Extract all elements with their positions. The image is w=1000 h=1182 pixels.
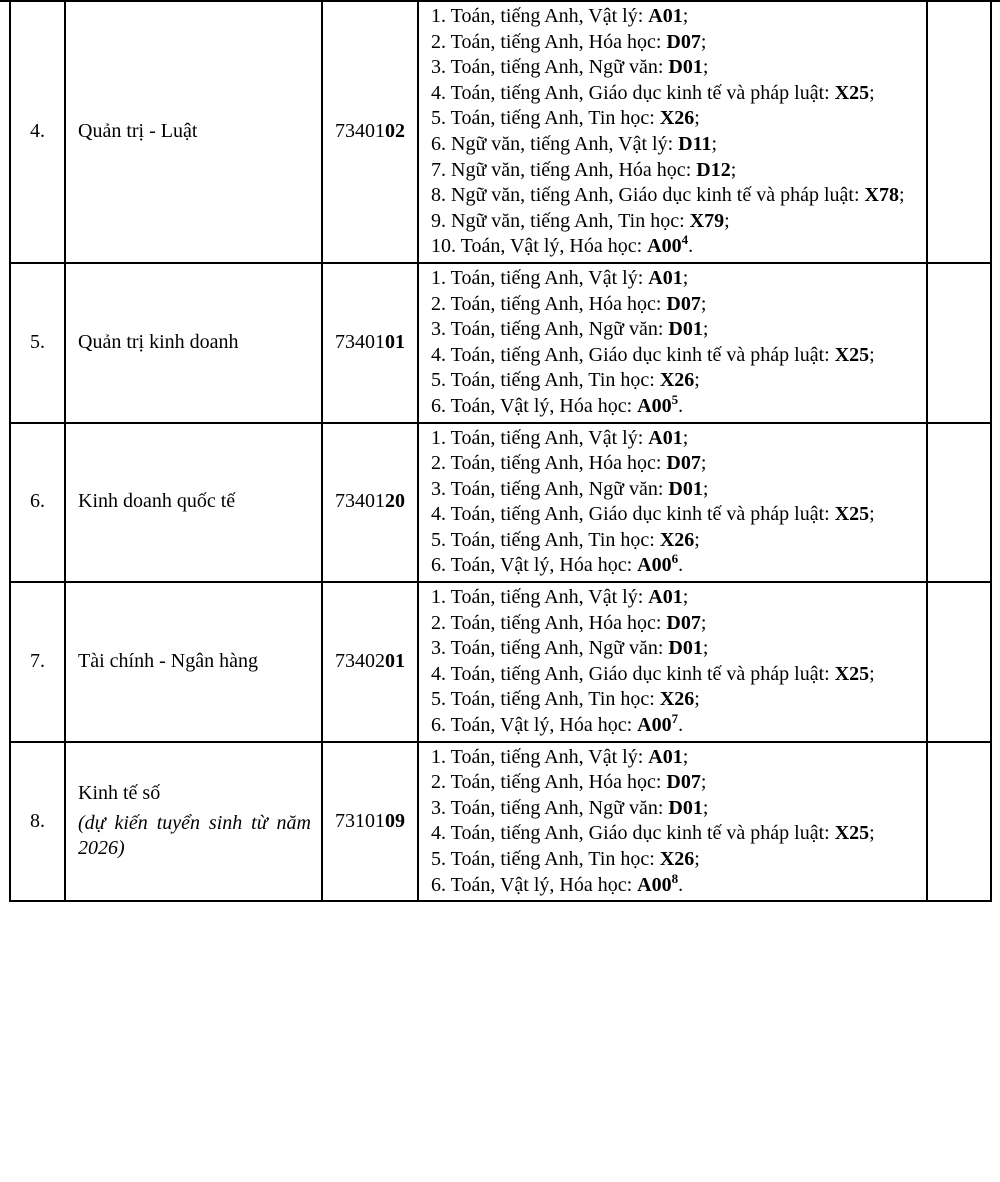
combination-item — [425, 55, 918, 81]
combination-subjects: Toán, tiếng Anh, Tin học: — [450, 369, 655, 392]
combination-code: X25 — [834, 343, 870, 366]
major-name: Tài chính - Ngân hàng — [78, 650, 258, 673]
combination-item — [425, 636, 918, 662]
combination-item — [425, 81, 918, 107]
combination-item — [425, 821, 918, 847]
combination-item — [425, 451, 918, 477]
combination-punctuation: . — [678, 873, 684, 896]
combination-subjects: Toán, Vật lý, Hóa học: — [450, 873, 633, 896]
combination-item — [425, 4, 918, 30]
combination-code: X25 — [834, 662, 870, 685]
combination-item — [425, 183, 918, 209]
combination-code: A01 — [648, 586, 683, 609]
combination-code: X25 — [834, 822, 870, 845]
combination-punctuation: ; — [711, 132, 718, 155]
combination-punctuation: ; — [700, 30, 707, 53]
footnote-marker: 7 — [671, 711, 679, 727]
combination-index: 5. — [431, 848, 446, 870]
subject-combinations — [418, 1, 927, 263]
major-code-prefix: 73401 — [335, 330, 385, 353]
table-row — [10, 1, 991, 263]
combination-subjects: Toán, tiếng Anh, Vật lý: — [450, 5, 644, 27]
combination-index: 4. — [431, 81, 446, 104]
combination-code: X79 — [689, 209, 725, 232]
combination-punctuation: . — [688, 235, 694, 258]
combination-subjects: Toán, tiếng Anh, Tin học: — [450, 528, 655, 551]
combination-code: A00 — [637, 714, 672, 737]
row-number: 8. — [10, 742, 65, 902]
combination-item — [425, 266, 918, 292]
combination-punctuation: ; — [702, 637, 709, 660]
combination-code: D12 — [696, 158, 731, 181]
major-code — [322, 263, 418, 423]
combination-code: A01 — [648, 426, 683, 449]
combination-subjects: Toán, tiếng Anh, Hóa học: — [450, 452, 662, 475]
combination-index: 5. — [431, 369, 446, 392]
combination-item — [425, 585, 918, 611]
subject-combinations — [418, 423, 927, 583]
combination-subjects: Toán, tiếng Anh, Vật lý: — [450, 426, 644, 449]
combination-punctuation: ; — [682, 745, 689, 768]
combination-punctuation: ; — [869, 662, 875, 685]
combination-code: D07 — [666, 30, 701, 53]
combination-subjects: Toán, Vật lý, Hóa học: — [450, 714, 633, 737]
combination-punctuation: ; — [869, 503, 875, 526]
combination-index: 3. — [431, 637, 446, 660]
subject-combinations — [418, 582, 927, 742]
row-number: 6. — [10, 423, 65, 583]
combination-subjects: Toán, tiếng Anh, Ngữ văn: — [450, 637, 664, 660]
table-row — [10, 582, 991, 742]
combination-item — [425, 391, 918, 420]
major-code — [322, 742, 418, 902]
footnote-marker: 8 — [671, 870, 679, 886]
combination-code: D01 — [668, 637, 703, 660]
combination-item — [425, 770, 918, 796]
notes-cell — [927, 742, 991, 902]
combination-index: 3. — [431, 56, 446, 79]
table-row — [10, 423, 991, 583]
combination-code: X26 — [659, 528, 695, 551]
combination-code: D07 — [666, 452, 701, 475]
combination-item — [425, 553, 918, 579]
combination-punctuation: . — [678, 554, 684, 577]
combination-index: 10. — [431, 235, 456, 258]
combination-subjects: Toán, tiếng Anh, Hóa học: — [450, 611, 662, 634]
combination-item — [425, 234, 918, 260]
combination-punctuation: ; — [682, 426, 689, 449]
combination-item — [425, 662, 918, 688]
row-number: 7. — [10, 582, 65, 742]
combination-item — [425, 158, 918, 184]
combination-subjects: Toán, tiếng Anh, Giáo dục kinh tế và pháp luật: — [450, 81, 830, 104]
combination-punctuation: . — [678, 714, 684, 737]
combination-punctuation: ; — [682, 266, 689, 289]
combination-punctuation: ; — [702, 477, 709, 500]
combination-code: X26 — [659, 369, 695, 392]
notes-cell — [927, 263, 991, 423]
major-name: Kinh tế số — [78, 782, 161, 805]
combination-punctuation: ; — [899, 184, 905, 207]
combination-code: A00 — [637, 554, 672, 577]
combination-subjects: Toán, tiếng Anh, Giáo dục kinh tế và pháp luật: — [450, 343, 830, 366]
combination-subjects: Toán, tiếng Anh, Hóa học: — [450, 292, 662, 315]
combination-item — [425, 106, 918, 132]
combination-index: 2. — [431, 30, 446, 53]
combination-code: D07 — [666, 611, 701, 634]
combination-code: X26 — [659, 848, 695, 870]
major-name-cell — [65, 582, 322, 742]
major-name-cell — [65, 742, 322, 902]
combination-subjects: Toán, tiếng Anh, Hóa học: — [450, 30, 662, 53]
combination-code: X25 — [834, 503, 870, 526]
combination-subjects: Toán, tiếng Anh, Ngữ văn: — [450, 56, 664, 79]
combination-subjects: Toán, tiếng Anh, Giáo dục kinh tế và pháp luật: — [450, 662, 830, 685]
combination-index: 2. — [431, 452, 446, 475]
major-code-prefix: 73101 — [335, 809, 385, 832]
combination-item — [425, 713, 918, 739]
combination-item — [425, 292, 918, 318]
combination-code: D07 — [666, 771, 701, 794]
combination-code: D11 — [678, 132, 712, 155]
combination-item — [425, 687, 918, 713]
combination-subjects: Toán, tiếng Anh, Vật lý: — [450, 266, 644, 289]
combination-code: A00 — [637, 394, 672, 417]
combination-index: 1. — [431, 266, 446, 289]
combination-index: 1. — [431, 5, 446, 27]
combination-punctuation: ; — [694, 369, 700, 392]
combination-punctuation: ; — [700, 771, 707, 794]
combination-punctuation: ; — [869, 81, 875, 104]
combination-punctuation: ; — [702, 56, 709, 79]
major-name: Kinh doanh quốc tế — [78, 490, 236, 513]
combination-index: 6. — [431, 132, 446, 155]
combination-index: 6. — [431, 873, 446, 896]
row-number: 5. — [10, 263, 65, 423]
combination-code: A00 — [647, 235, 682, 258]
combination-index: 2. — [431, 611, 446, 634]
combination-code: X25 — [834, 81, 870, 104]
combination-index: 5. — [431, 107, 446, 130]
combination-punctuation: ; — [869, 343, 875, 366]
combination-index: 6. — [431, 554, 446, 577]
major-name-cell — [65, 1, 322, 263]
combination-item — [425, 502, 918, 528]
combination-code: A01 — [648, 5, 683, 27]
combination-index: 1. — [431, 745, 446, 768]
combination-code: D07 — [666, 292, 701, 315]
subject-combinations — [418, 742, 927, 902]
combination-index: 4. — [431, 503, 446, 526]
footnote-marker: 5 — [671, 391, 679, 407]
combination-index: 3. — [431, 318, 446, 341]
combination-subjects: Toán, Vật lý, Hóa học: — [460, 235, 643, 258]
combination-code: X26 — [659, 107, 695, 130]
combination-subjects: Toán, tiếng Anh, Ngữ văn: — [450, 318, 664, 341]
combination-code: A00 — [637, 873, 672, 896]
combination-index: 2. — [431, 292, 446, 315]
combination-subjects: Ngữ văn, tiếng Anh, Giáo dục kinh tế và pháp luật: — [451, 184, 860, 207]
combination-subjects: Toán, tiếng Anh, Vật lý: — [450, 586, 644, 609]
major-code-suffix: 01 — [385, 650, 405, 673]
combination-punctuation: ; — [694, 688, 700, 711]
combination-subjects: Ngữ văn, tiếng Anh, Tin học: — [451, 209, 685, 232]
major-code-suffix: 09 — [385, 809, 405, 832]
combination-item — [425, 317, 918, 343]
combination-code: A01 — [648, 745, 683, 768]
major-name: Quản trị kinh doanh — [78, 330, 239, 353]
major-note: (dự kiến tuyển sinh từ năm 2026) — [78, 811, 311, 860]
combination-index: 2. — [431, 771, 446, 794]
combination-item — [425, 847, 918, 873]
combination-code: X26 — [659, 688, 695, 711]
table-row — [10, 263, 991, 423]
combination-item — [425, 368, 918, 394]
major-code-prefix: 73401 — [335, 120, 385, 143]
combination-index: 1. — [431, 586, 446, 609]
combination-punctuation: ; — [730, 158, 737, 181]
major-name-cell — [65, 263, 322, 423]
major-code-suffix: 02 — [385, 120, 405, 143]
admission-table-body — [10, 1, 991, 901]
combination-item — [425, 343, 918, 369]
major-code — [322, 423, 418, 583]
combination-item — [425, 477, 918, 503]
combination-code: D01 — [668, 56, 703, 79]
combination-code: A01 — [648, 266, 683, 289]
combination-punctuation: ; — [702, 796, 709, 819]
combination-index: 3. — [431, 796, 446, 819]
major-code-prefix: 73401 — [335, 490, 385, 513]
combination-punctuation: ; — [682, 5, 689, 27]
combination-punctuation: ; — [869, 822, 875, 845]
combination-punctuation: ; — [700, 611, 707, 634]
combination-item — [425, 132, 918, 158]
combination-item — [425, 30, 918, 56]
combination-item — [425, 209, 918, 235]
combination-subjects: Ngữ văn, tiếng Anh, Vật lý: — [451, 132, 674, 155]
combination-subjects: Toán, tiếng Anh, Ngữ văn: — [450, 477, 664, 500]
combination-punctuation: . — [678, 394, 684, 417]
combination-punctuation: ; — [694, 848, 700, 870]
combination-subjects: Toán, tiếng Anh, Tin học: — [450, 688, 655, 711]
combination-index: 5. — [431, 528, 446, 551]
combination-code: D01 — [668, 796, 703, 819]
combination-subjects: Toán, tiếng Anh, Giáo dục kinh tế và pháp luật: — [450, 503, 830, 526]
footnote-marker: 6 — [671, 551, 679, 567]
major-name-cell — [65, 423, 322, 583]
combination-code: D01 — [668, 477, 703, 500]
combination-code: X78 — [864, 184, 899, 207]
combination-index: 6. — [431, 714, 446, 737]
combination-subjects: Toán, tiếng Anh, Vật lý: — [450, 745, 644, 768]
combination-punctuation: ; — [700, 452, 707, 475]
combination-index: 3. — [431, 477, 446, 500]
combination-item — [425, 745, 918, 771]
combination-punctuation: ; — [724, 209, 730, 232]
combination-item — [425, 426, 918, 452]
combination-subjects: Toán, Vật lý, Hóa học: — [450, 394, 633, 417]
combination-subjects: Toán, tiếng Anh, Ngữ văn: — [450, 796, 664, 819]
combination-index: 4. — [431, 662, 446, 685]
combination-subjects: Toán, tiếng Anh, Giáo dục kinh tế và pháp luật: — [450, 822, 830, 845]
combination-index: 8. — [431, 184, 446, 207]
footnote-marker: 4 — [681, 232, 689, 248]
combination-index: 7. — [431, 158, 446, 181]
combination-code: D01 — [668, 318, 703, 341]
combination-index: 5. — [431, 688, 446, 711]
combination-subjects: Toán, Vật lý, Hóa học: — [450, 554, 633, 577]
admission-table — [9, 0, 992, 902]
table-row — [10, 742, 991, 902]
combination-index: 9. — [431, 209, 446, 232]
combination-index: 6. — [431, 394, 446, 417]
major-code — [322, 1, 418, 263]
row-number: 4. — [10, 1, 65, 263]
combination-punctuation: ; — [694, 107, 700, 130]
major-code-prefix: 73402 — [335, 650, 385, 673]
combination-index: 4. — [431, 343, 446, 366]
combination-item — [425, 611, 918, 637]
combination-subjects: Toán, tiếng Anh, Tin học: — [450, 107, 655, 130]
combination-punctuation: ; — [682, 586, 689, 609]
notes-cell — [927, 423, 991, 583]
combination-item — [425, 796, 918, 822]
combination-punctuation: ; — [702, 318, 709, 341]
major-code-suffix: 01 — [385, 330, 405, 353]
major-code-suffix: 20 — [385, 490, 405, 513]
combination-item — [425, 870, 918, 899]
combination-subjects: Toán, tiếng Anh, Tin học: — [450, 848, 655, 870]
combination-punctuation: ; — [700, 292, 707, 315]
combination-item — [425, 528, 918, 554]
combination-subjects: Ngữ văn, tiếng Anh, Hóa học: — [451, 158, 692, 181]
combination-subjects: Toán, tiếng Anh, Hóa học: — [450, 771, 662, 794]
notes-cell — [927, 1, 991, 263]
combination-index: 1. — [431, 426, 446, 449]
major-name: Quản trị - Luật — [78, 120, 198, 143]
combination-index: 4. — [431, 822, 446, 845]
major-code — [322, 582, 418, 742]
notes-cell — [927, 582, 991, 742]
combination-punctuation: ; — [694, 528, 700, 551]
subject-combinations — [418, 263, 927, 423]
